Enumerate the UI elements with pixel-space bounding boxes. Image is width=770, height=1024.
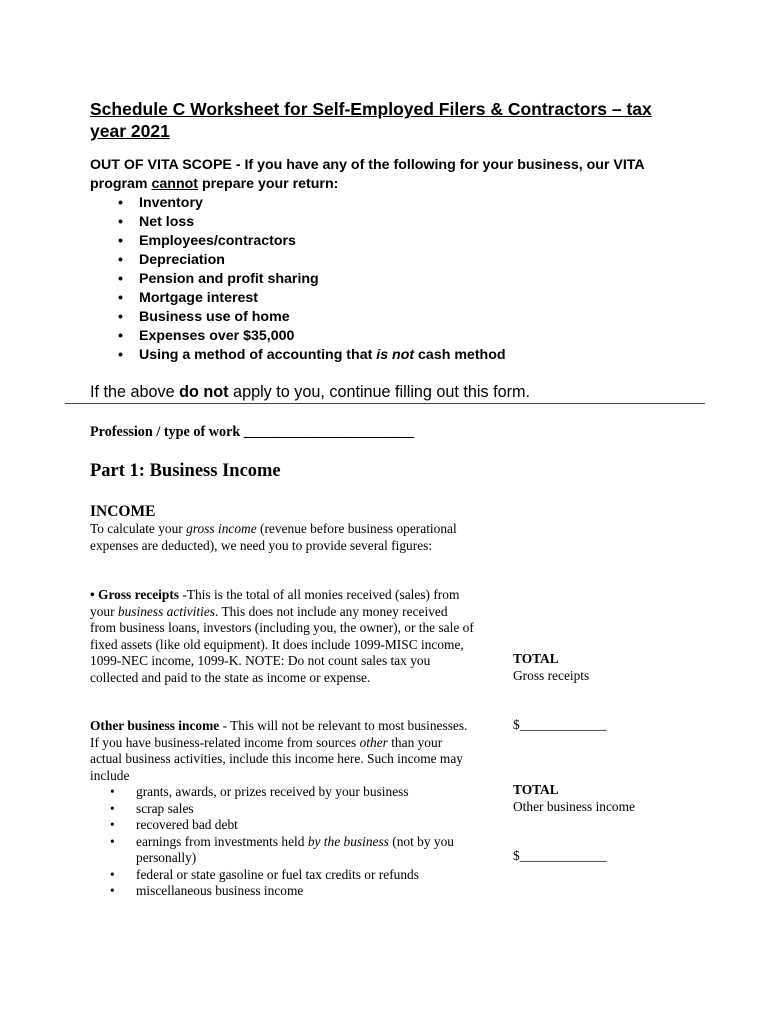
total-label: TOTAL — [513, 782, 559, 797]
gross-receipts-total — [513, 650, 589, 684]
income-intro: To calculate your gross income (revenue before business operational expenses are deducted), we need you to provide several figures: — [90, 521, 457, 553]
part-1-heading: Part 1: Business Income — [90, 461, 281, 481]
list-item: • Employees/contractors — [139, 232, 690, 251]
income-heading: INCOME — [90, 503, 156, 520]
gross-receipts-description: • Gross receipts -This is the total of all monies received (sales) from your business activities. This does not include any money received from business loans, investors (including you, the owner), or the sale of fixed assets (like old equipment). It does include 1099-MISC income, 1099-NEC income, 1099-K. NOTE: Do not count sales tax you collected and paid to the state as income or expense. — [90, 587, 474, 685]
list-item: • Net loss — [139, 213, 690, 232]
total-sublabel: Gross receipts — [513, 668, 590, 683]
out-of-scope-notice — [90, 156, 690, 365]
section-divider — [65, 403, 705, 404]
list-item: • federal or state gasoline or fuel tax credits or refunds — [136, 867, 475, 884]
list-item: • Pension and profit sharing — [139, 270, 690, 289]
list-item: • earnings from investments held by the business (not by you personally) — [136, 834, 475, 867]
continue-instruction: If the above do not apply to you, continue filling out this form. — [90, 383, 530, 401]
other-income-field[interactable]: $_____________ — [513, 848, 607, 863]
page-title: Schedule C Worksheet for Self-Employed Filers & Contractors – tax year 2021 — [90, 99, 652, 141]
other-income-description — [90, 718, 475, 900]
other-income-intro: Other business income - This will not be relevant to most businesses. If you have business-related income from sources other than your actual business activities, include this income here. Such income may include — [90, 718, 468, 783]
list-item: • Depreciation — [139, 251, 690, 270]
scope-list — [90, 194, 690, 365]
other-income-total — [513, 781, 635, 815]
list-item: • Mortgage interest — [139, 289, 690, 308]
list-item: • Business use of home — [139, 308, 690, 327]
gross-receipts-field[interactable]: $_____________ — [513, 717, 607, 732]
total-sublabel: Other business income — [513, 799, 635, 814]
list-item: • recovered bad debt — [136, 817, 475, 834]
total-label: TOTAL — [513, 651, 559, 666]
list-item: • scrap sales — [136, 801, 475, 818]
list-item: • Using a method of accounting that is not cash method — [139, 346, 690, 365]
list-item: • Expenses over $35,000 — [139, 327, 690, 346]
profession-field[interactable]: Profession / type of work ________________________ — [90, 424, 415, 440]
list-item: • Inventory — [139, 194, 690, 213]
scope-lead: OUT OF VITA SCOPE - If you have any of the following for your business, our VITA program cannot prepare your return: — [90, 157, 645, 192]
list-item: • miscellaneous business income — [136, 883, 475, 900]
other-income-list — [90, 784, 475, 900]
list-item: • grants, awards, or prizes received by your business — [136, 784, 475, 801]
